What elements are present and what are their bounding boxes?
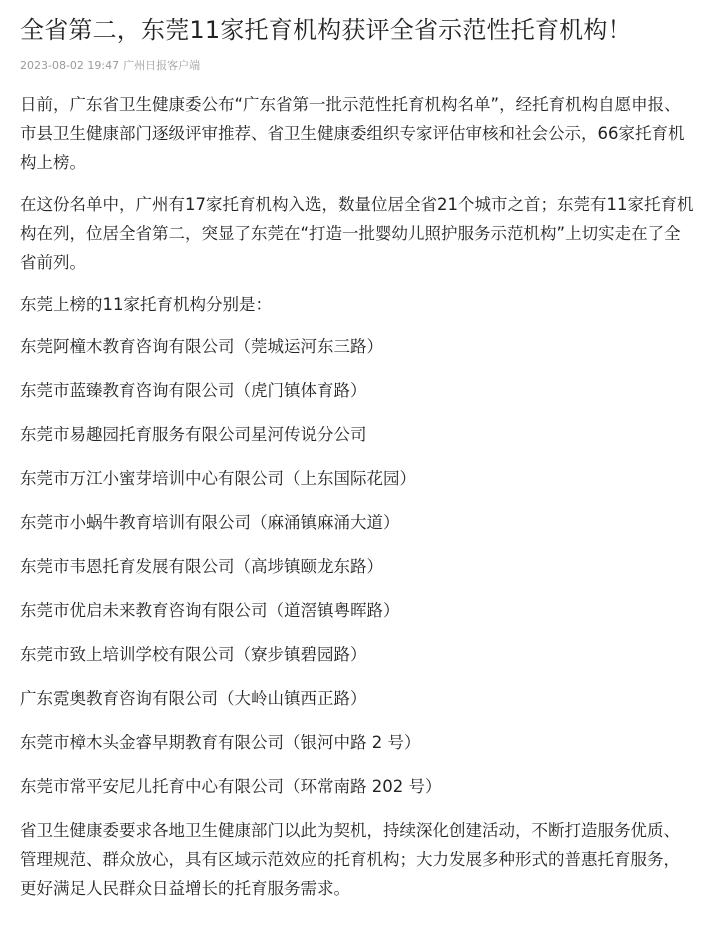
institution-item: 东莞市蓝臻教育咨询有限公司（虎门镇体育路）: [20, 381, 367, 400]
institution-item: 东莞市常平安尼儿托育中心有限公司（环常南路 202 号）: [20, 777, 442, 796]
paragraph-ranking: 在这份名单中，广州有17家托育机构入选，数量位居全省21个城市之首；东莞有11家托育机构在列，位居全省第二，突显了东莞在“打造一批婴幼儿照护服务示范机构”上切实走在了全省前列。: [20, 195, 694, 272]
institution-item: 东莞市优启未来教育咨询有限公司（道滘镇粤晖路）: [20, 601, 400, 620]
institution-item: 东莞市小蜗牛教育培训有限公司（麻涌镇麻涌大道）: [20, 513, 400, 532]
institution-item: 东莞阿橦木教育咨询有限公司（莞城运河东三路）: [20, 337, 383, 356]
institution-item: 广东霓奥教育咨询有限公司（大岭山镇西正路）: [20, 689, 367, 708]
paragraph-list-heading: 东莞上榜的11家托育机构分别是：: [20, 295, 272, 314]
institution-item: 东莞市樟木头金睿早期教育有限公司（银河中路 2 号）: [20, 733, 421, 752]
institution-item: 东莞市致上培训学校有限公司（寮步镇碧园路）: [20, 645, 367, 664]
source-label: 广州日报客户端: [123, 59, 201, 72]
institution-item: 东莞市易趣园托育服务有限公司星河传说分公司: [20, 425, 367, 444]
article-title: 全省第二，东莞11家托育机构获评全省示范性托育机构！: [20, 16, 632, 44]
article-body: [20, 90, 696, 903]
paragraph-closing: 省卫生健康委要求各地卫生健康部门以此为契机，持续深化创建活动，不断打造服务优质、管理规范、群众放心，具有区域示范效应的托育机构；大力发展多种形式的普惠托育服务，更好满足人民群众日益增长的托育服务需求。: [20, 821, 680, 898]
article-meta: [20, 58, 696, 74]
publish-datetime: 2023-08-02 19:47: [20, 59, 120, 72]
article: [20, 0, 696, 916]
paragraph-intro: 日前，广东省卫生健康委公布“广东省第一批示范性托育机构名单”，经托育机构自愿申报、市县卫生健康部门逐级评审推荐、省卫生健康委组织专家评估审核和社会公示，66家托育机构上榜。: [20, 95, 685, 172]
institution-item: 东莞市万江小蜜芽培训中心有限公司（上东国际花园）: [20, 469, 416, 488]
institution-item: 东莞市韦恩托育发展有限公司（高埗镇颐龙东路）: [20, 557, 383, 576]
